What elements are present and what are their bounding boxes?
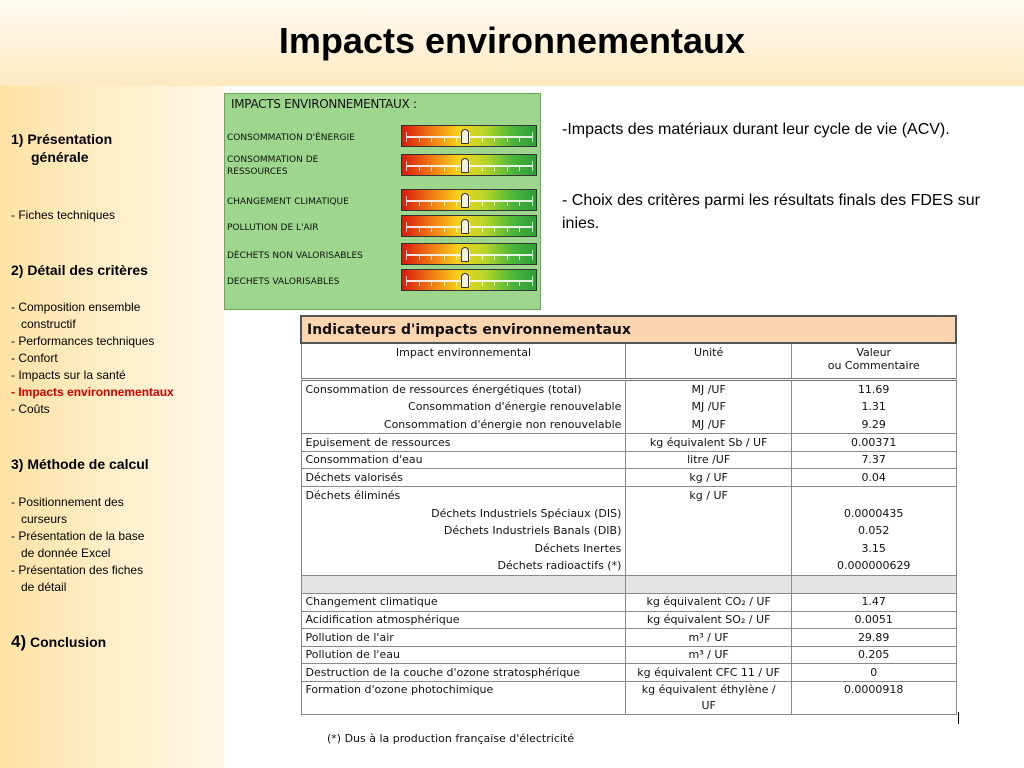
cell-value: 0.0000435: [843, 506, 904, 520]
table-row-dechets-elimines: [301, 487, 956, 576]
cell-value: 0.205: [791, 646, 956, 664]
cell-unit: MJ /UF: [691, 417, 726, 431]
table-row: [301, 629, 956, 647]
sidebar-section-presentation[interactable]: [11, 130, 112, 166]
cell-name-sub: Déchets radioactifs (*): [497, 559, 622, 573]
cell-value: 9.29: [861, 417, 886, 431]
gauge-label: CONSOMMATION D'ÉNERGIE: [227, 133, 355, 143]
gauge-ticks: [406, 222, 532, 232]
cell-unit: litre /UF: [626, 451, 792, 469]
cell-value: 0.052: [857, 524, 890, 538]
cell-unit: kg équivalent Sb / UF: [626, 434, 792, 452]
sidebar: [0, 86, 224, 768]
cell-unit: kg / UF: [689, 489, 728, 503]
description-criteres: - Choix des critères parmi les résultats finals des FDES sur inies.: [562, 192, 980, 232]
cell-value: 7.37: [791, 451, 956, 469]
cell-name: Déchets éliminés: [305, 489, 401, 503]
gauge-label: CHANGEMENT CLIMATIQUE: [227, 197, 349, 207]
description-acv: -Impacts des matériaux durant leur cycle de vie (ACV).: [562, 121, 950, 138]
impact-gauges-panel: [224, 93, 541, 310]
cell-value: 1.31: [861, 400, 886, 414]
column-header-valeur-l1: Valeur: [856, 346, 892, 359]
sidebar-section-label-cont: générale: [31, 149, 89, 165]
cell-unit: [626, 682, 792, 715]
cell-unit: kg équivalent CFC 11 / UF: [626, 664, 792, 682]
cell-unit: kg équivalent SO₂ / UF: [626, 611, 792, 629]
sidebar-item-confort[interactable]: - Confort: [11, 351, 58, 365]
sidebar-item-couts[interactable]: - Coûts: [11, 402, 50, 416]
sidebar-item-label: - Présentation des fiches: [11, 563, 144, 577]
cell-unit: m³ / UF: [626, 646, 792, 664]
sidebar-item-label-cont: constructif: [21, 317, 76, 331]
cell-name-sub: Consommation d'énergie renouvelable: [408, 400, 622, 414]
cell-value: 29.89: [791, 629, 956, 647]
cell-unit-l2: UF: [701, 699, 716, 712]
sidebar-section-number: 4): [11, 632, 27, 651]
gauge-label: DÉCHETS NON VALORISABLES: [227, 251, 363, 261]
gauge-ticks: [406, 196, 532, 206]
table-row: [301, 682, 956, 715]
page-title: Impacts environnementaux: [278, 20, 746, 61]
gauge-slider[interactable]: [401, 189, 537, 211]
sidebar-item-fiches-techniques[interactable]: [11, 207, 115, 224]
column-header-impact: Impact environnemental: [301, 343, 626, 379]
cell-value: 0: [791, 664, 956, 682]
sidebar-item-positionnement[interactable]: [11, 494, 124, 528]
table-separator-row: [301, 576, 956, 594]
sidebar-section-conclusion[interactable]: [11, 633, 106, 651]
sidebar-section-methode[interactable]: 3) Méthode de calcul: [11, 456, 149, 472]
cell-name: Pollution de l'eau: [301, 646, 626, 664]
cell-value: 0.000000629: [836, 559, 911, 573]
cell-unit: m³ / UF: [626, 629, 792, 647]
cell-value: 11.69: [857, 382, 890, 396]
gauge-label: POLLUTION DE L'AIR: [227, 223, 319, 233]
gauge-label: CONSOMMATION DE RESSOURCES: [227, 155, 319, 177]
sidebar-item-base-excel[interactable]: [11, 528, 144, 562]
cell-unit-l1: kg équivalent éthylène /: [641, 683, 776, 696]
cell-name: Consommation de ressources énergétiques (total): [305, 382, 582, 396]
table-row: [301, 646, 956, 664]
table-row: [301, 664, 956, 682]
cell-value: 0.0000918: [791, 682, 956, 715]
gauge-slider[interactable]: [401, 154, 537, 176]
cell-name: Déchets valorisés: [301, 469, 626, 487]
table-row: [301, 594, 956, 612]
cell-name: Pollution de l'air: [301, 629, 626, 647]
gauge-label: DECHETS VALORISABLES: [227, 277, 340, 287]
cell-value: 1.47: [791, 594, 956, 612]
sidebar-item-label-cont: de donnée Excel: [21, 546, 111, 560]
cell-name: Formation d'ozone photochimique: [301, 682, 626, 715]
sidebar-item-label: - Positionnement des: [11, 495, 124, 509]
table-row-energie: [301, 379, 956, 434]
cell-name-sub: Déchets Industriels Spéciaux (DIS): [431, 506, 622, 520]
sidebar-section-label: 1) Présentation: [11, 131, 113, 147]
title-bar: [0, 0, 1024, 86]
cell-name: Changement climatique: [301, 594, 626, 612]
sidebar-item-performances[interactable]: - Performances techniques: [11, 334, 155, 348]
gauge-slider[interactable]: [401, 215, 537, 237]
cell-value: 0.00371: [791, 434, 956, 452]
gauge-slider[interactable]: [401, 125, 537, 147]
column-header-valeur-l2: ou Commentaire: [827, 359, 920, 372]
indicators-table: [300, 315, 957, 715]
cell-unit: kg équivalent CO₂ / UF: [626, 594, 792, 612]
sidebar-item-label: - Fiches techniques: [11, 208, 116, 222]
sidebar-item-label: - Composition ensemble: [11, 300, 141, 314]
table-row: [301, 469, 956, 487]
gauge-ticks: [406, 132, 532, 142]
sidebar-item-sante[interactable]: - Impacts sur la santé: [11, 368, 126, 382]
column-header-valeur: [791, 343, 956, 379]
table-row: [301, 451, 956, 469]
cell-unit: MJ /UF: [691, 400, 726, 414]
gauge-cursor-handle[interactable]: [461, 247, 469, 262]
table-row: [301, 434, 956, 452]
column-header-unite: Unité: [626, 343, 792, 379]
sidebar-item-label-cont: curseurs: [21, 512, 68, 526]
gauge-cursor-handle[interactable]: [461, 273, 469, 288]
footnote: (*) Dus à la production française d'électricité: [327, 732, 575, 745]
cell-name-sub: Déchets Inertes: [534, 541, 622, 555]
cell-value: 3.15: [861, 541, 886, 555]
cell-unit: kg / UF: [626, 469, 792, 487]
cell-name: Consommation d'eau: [301, 451, 626, 469]
sidebar-item-fiches-detail[interactable]: [11, 562, 143, 596]
gauge-slider[interactable]: [401, 243, 537, 265]
gauge-ticks: [406, 161, 532, 171]
sidebar-item-impacts-environnementaux[interactable]: - Impacts environnementaux: [11, 385, 174, 399]
sidebar-section-label: Conclusion: [30, 634, 107, 650]
gauge-cursor-handle[interactable]: [461, 129, 469, 144]
sidebar-item-label: - Présentation de la base: [11, 529, 145, 543]
gauge-cursor-handle[interactable]: [461, 193, 469, 208]
cell-value: 0.04: [791, 469, 956, 487]
cell-unit: MJ /UF: [691, 382, 726, 396]
cell-name: Epuisement de ressources: [301, 434, 626, 452]
gauge-cursor-handle[interactable]: [461, 219, 469, 234]
gauge-slider[interactable]: [401, 269, 537, 291]
sidebar-item-composition[interactable]: [11, 299, 140, 333]
table-row: [301, 611, 956, 629]
sidebar-item-label-cont: de détail: [21, 580, 67, 594]
slide-marker: [958, 712, 959, 724]
cell-name-sub: Déchets Industriels Banals (DIB): [443, 524, 622, 538]
gauge-ticks: [406, 276, 532, 286]
cell-value: 0.0051: [791, 611, 956, 629]
table-caption: Indicateurs d'impacts environnementaux: [301, 316, 956, 343]
gauges-title: IMPACTS ENVIRONNEMENTAUX :: [231, 97, 417, 111]
cell-name-sub: Consommation d'énergie non renouvelable: [383, 417, 622, 431]
cell-name: Destruction de la couche d'ozone stratosphérique: [301, 664, 626, 682]
gauge-cursor-handle[interactable]: [461, 158, 469, 173]
cell-name: Acidification atmosphérique: [301, 611, 626, 629]
sidebar-section-detail[interactable]: 2) Détail des critères: [11, 262, 148, 278]
gauge-ticks: [406, 250, 532, 260]
